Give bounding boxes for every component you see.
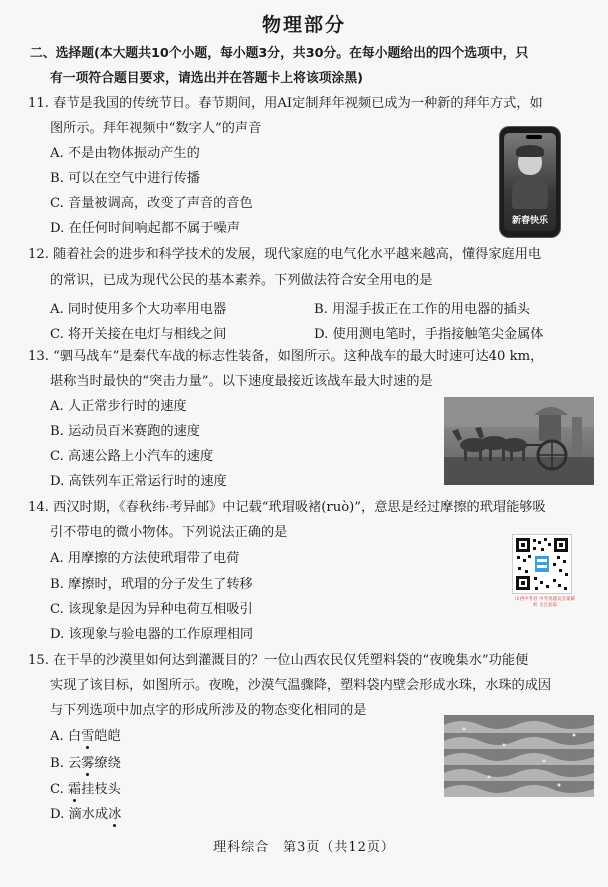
q12-option-d: D. 使用测电笔时，手指接触笔尖金属体 (314, 327, 544, 342)
q12-stem-line2: 的常识，已成为现代公民的基本素养。下列做法符合安全用电的是 (50, 273, 433, 288)
q11-stem-line2: 图所示。拜年视频中“数字人”的声音 (50, 121, 262, 136)
q15-option-d (50, 806, 121, 824)
phone-video-image (500, 127, 560, 237)
q11-option-c: C. 音量被调高，改变了声音的音色 (50, 196, 253, 211)
q13-stem-line1: 13. “驷马战车”是秦代车战的标志性装备，如图所示。这种战车的最大时速可达40 km， (28, 349, 544, 364)
q12-option-b: B. 用湿手拔正在工作的用电器的插头 (314, 302, 530, 317)
q15-option-b (50, 755, 121, 773)
page-footer: 理科综合 第3页（共12页） (213, 840, 395, 855)
q15-option-a-dotted-char: 雪 (81, 729, 95, 744)
q11-option-b: B. 可以在空气中进行传播 (50, 171, 200, 186)
qr-code-pattern (513, 535, 571, 593)
q14-option-b: B. 摩擦时，玳瑁的分子发生了转移 (50, 577, 253, 592)
digital-person-hair (516, 145, 544, 157)
q13-option-c: C. 高速公路上小汽车的速度 (50, 449, 214, 464)
q15-option-c-post: 挂枝头 (81, 782, 121, 797)
q12-option-a: A. 同时使用多个大功率用电器 (50, 302, 227, 317)
q15-option-c-dotted-char: 霜 (68, 782, 82, 797)
q14-option-c: C. 该现象是因为异种电荷互相吸引 (50, 602, 253, 617)
q11-option-d: D. 在任何时间响起都不属于噪声 (50, 221, 240, 236)
section-instructions-line2: 有一项符合题目要求，请选出并在答题卡上将该项涂黑) (50, 71, 363, 86)
q13-option-a: A. 人正常步行时的速度 (50, 399, 187, 414)
qr-code (512, 534, 572, 594)
q13-option-b: B. 运动员百米赛跑的速度 (50, 424, 200, 439)
q15-option-a-pre: A. 白 (50, 729, 82, 744)
q15-stem-line3: 与下列选项中加点字的形成所涉及的物态变化相同的是 (50, 703, 367, 718)
digital-person-body (512, 175, 548, 209)
phone-screen (504, 133, 556, 231)
phone-notch (526, 135, 542, 139)
q15-stem-line1: 15. 在干旱的沙漠里如何达到灌溉目的？一位山西农民仅凭塑料袋的“夜晚集水”功能便 (28, 653, 529, 668)
page-title: 物理部分 (261, 14, 346, 36)
plastic-bags-illustration (444, 715, 594, 797)
q11-option-a: A. 不是由物体振动产生的 (50, 146, 200, 161)
q15-option-d-dotted-char: 冰 (108, 807, 122, 822)
chariot-photo (444, 397, 594, 485)
q13-stem-line2: 堪称当时最快的“突击力量”。以下速度最接近该战车最大时速的是 (50, 374, 433, 389)
phone-greeting-text: 新春快乐 (511, 216, 548, 226)
q14-stem-line1: 14. 西汉时期，《春秋纬·考异邮》中记载“玳瑁吸褚(ruò)”，意思是经过摩擦的玳瑁能够吸 (28, 500, 546, 515)
q12-stem-line1: 12. 随着社会的进步和科学技术的发展，现代家庭的电气化水平越来越高，懂得家庭用电 (28, 247, 542, 262)
q11-stem-line1: 11. 春节是我国的传统节日。春节期间，用AI定制拜年视频已成为一种新的拜年方式，如 (28, 96, 543, 111)
q14-stem-line2: 引不带电的微小物体。下列说法正确的是 (50, 525, 288, 540)
q15-option-c-pre: C. (50, 782, 69, 797)
q15-option-b-dotted-char: 雾 (81, 756, 95, 771)
q15-option-b-post: 缭绕 (94, 756, 121, 771)
q12-option-c: C. 将开关接在电灯与相线之间 (50, 327, 227, 342)
q15-stem-line2: 实现了该目标，如图所示。夜晚，沙漠气温骤降，塑料袋内壁会形成水珠，水珠的成因 (50, 678, 552, 693)
chariot-illustration (444, 397, 594, 485)
q15-option-c (50, 781, 121, 799)
q13-option-d: D. 高铁列车正常运行时的速度 (50, 474, 227, 489)
q15-option-b-pre: B. 云 (50, 756, 82, 771)
plastic-bags-photo (444, 715, 594, 797)
q15-option-a-post: 皑皑 (94, 729, 121, 744)
q14-option-d: D. 该现象与验电器的工作原理相同 (50, 627, 254, 642)
qr-code-caption: 山西中考君 中考真题及答案解析 关注获取 (515, 597, 575, 608)
q15-option-d-pre: D. 滴水成 (50, 807, 109, 822)
section-instructions-line1: 二、选择题(本大题共10个小题，每小题3分，共30分。在每小题给出的四个选项中，只 (30, 46, 529, 61)
q14-option-a: A. 用摩擦的方法使玳瑁带了电荷 (50, 551, 240, 566)
q15-option-a (50, 728, 121, 746)
